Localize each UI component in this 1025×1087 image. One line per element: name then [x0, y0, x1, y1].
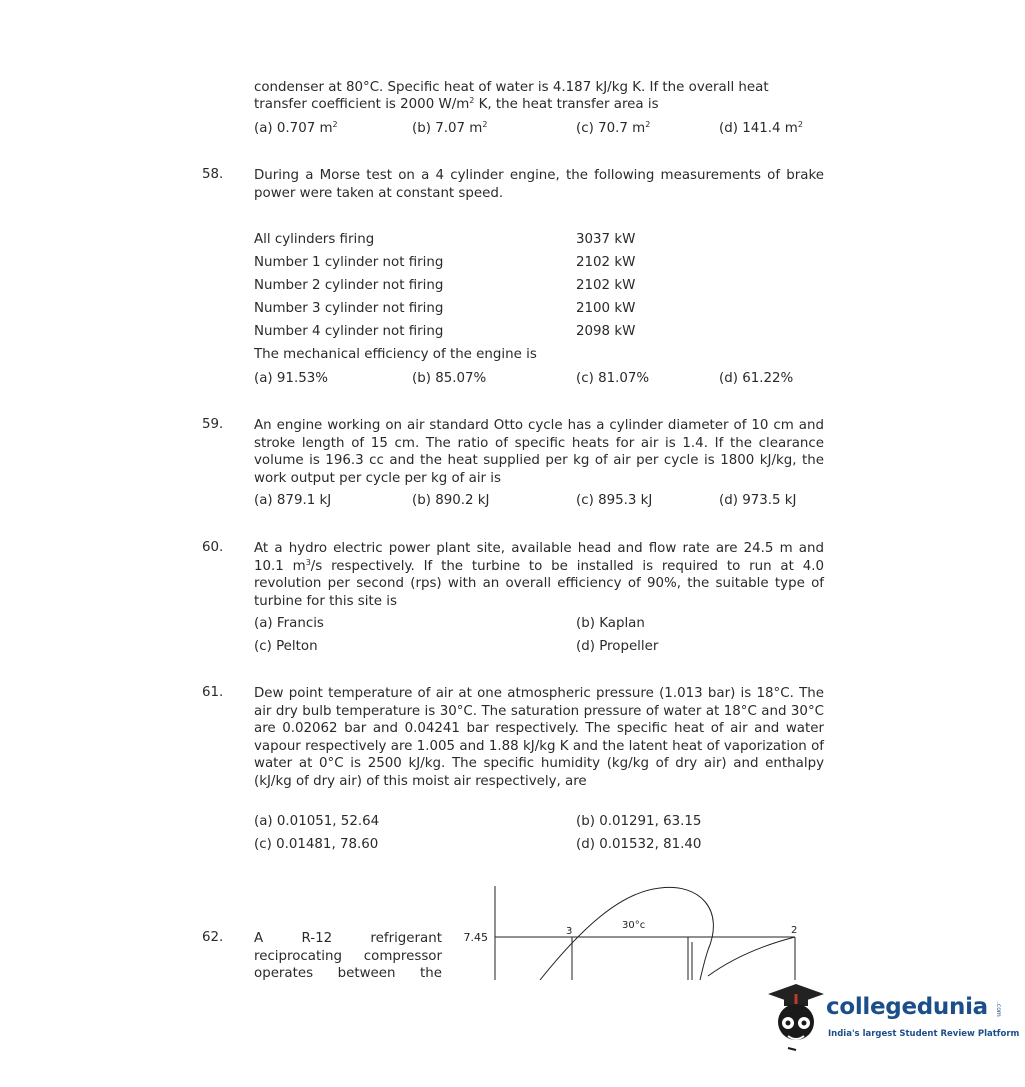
table-row-label: Number 3 cylinder not firing — [254, 301, 444, 316]
q62-text: A R-12 refrigerant reciprocating compressor operates between the — [254, 931, 442, 982]
q57-option-c: (c) 70.7 $m^2$ — [576, 120, 651, 136]
brand-name: collegedunia — [826, 994, 988, 1020]
question-number-59: 59. — [202, 417, 224, 432]
table-row-label: All cylinders firing — [254, 232, 375, 247]
q59-option-b: (b) 890.2 kJ — [412, 493, 490, 508]
compression-curve — [708, 937, 795, 976]
brand-tagline: India's largest Student Review Platform — [828, 1029, 1020, 1039]
q58-option-a: (a) 91.53% — [254, 371, 328, 386]
q61-option-c: (c) 0.01481, 78.60 — [254, 837, 379, 852]
table-row-label: Number 1 cylinder not firing — [254, 255, 444, 270]
q61-text: Dew point temperature of air at one atmospheric pressure (1.013 bar) is 18°C. The air dry bulb temperature is 30°C. The saturation pressure of water at 18°C and 30°C are 0.02062 bar and 0.04241 bar respectively. The specific heat of air and water vapour respectively are 1.005 and 1.88 kJ/kg K and the latent heat of vaporization of water at 0°C is 2500 kJ/kg. The specific humidity (kg/kg of dry air) and enthalpy (kJ/kg of dry air) of this moist air respectively, are — [254, 686, 824, 789]
q60-option-d: (d) Propeller — [576, 639, 659, 654]
q57-option-d: (d) 141.4 $m^2$ — [719, 120, 803, 136]
q59-option-c: (c) 895.3 kJ — [576, 493, 653, 508]
point-3-label: 3 — [566, 926, 573, 937]
temperature-label: 30°c — [622, 920, 646, 931]
table-row-value: 2098 kW — [576, 324, 636, 339]
q59-text: An engine working on air standard Otto cycle has a cylinder diameter of 10 cm and stroke length of 15 cm. The ratio of specific heats for air is 1.4. If the clearance volume is 196.3 cc and the heat supplied per kg of air per cycle is 1800 kJ/kg, the work output per cycle per kg of air is — [254, 418, 824, 486]
brand-logo — [766, 980, 1020, 1052]
q60-text: At a hydro electric power plant site, available head and flow rate are 24.5 m and 10.1 $m^3/s$ respectively. If the turbine to be installed is required to run at 4.0 revolution per second (rps) with an overall efficiency of 90%, the suitable type of turbine for this site is — [254, 541, 824, 609]
q57-text-line1: condenser at 80°C. Specific heat of water is 4.187 kJ/kg K. If the overall heat — [254, 80, 769, 95]
q61-option-d: (d) 0.01532, 81.40 — [576, 837, 702, 852]
graduate-mascot-icon — [766, 980, 826, 1052]
q60-option-c: (c) Pelton — [254, 639, 318, 654]
table-row-value: 2102 kW — [576, 278, 636, 293]
table-row-label: Number 4 cylinder not firing — [254, 324, 444, 339]
q61-option-a: (a) 0.01051, 52.64 — [254, 814, 380, 829]
pressure-label: 7.45 — [463, 931, 488, 944]
q57-option-a: (a) 0.707 $m^2$ — [254, 120, 338, 136]
q60-option-a: (a) Francis — [254, 616, 324, 631]
q58-option-c: (c) 81.07% — [576, 371, 650, 386]
table-row-value: 2100 kW — [576, 301, 636, 316]
q58-option-b: (b) 85.07% — [412, 371, 487, 386]
q59-option-d: (d) 973.5 kJ — [719, 493, 797, 508]
q57-text-line2: transfer coefficient is 2000 $W/m^2$ K, the heat transfer area is — [254, 96, 659, 112]
q60-option-b: (b) Kaplan — [576, 616, 645, 631]
point-2-label: 2 — [791, 925, 798, 936]
ph-diagram — [440, 880, 810, 980]
q59-option-a: (a) 879.1 kJ — [254, 493, 332, 508]
q61-option-b: (b) 0.01291, 63.15 — [576, 814, 702, 829]
q58-question: The mechanical efficiency of the engine is — [254, 347, 537, 362]
table-row-value: 2102 kW — [576, 255, 636, 270]
question-number-62: 62. — [202, 930, 224, 945]
q58-option-d: (d) 61.22% — [719, 371, 794, 386]
question-number-60: 60. — [202, 540, 224, 555]
q57-option-b: (b) 7.07 $m^2$ — [412, 120, 488, 136]
brand-suffix: .com — [995, 1002, 1002, 1017]
table-row-value: 3037 kW — [576, 232, 636, 247]
q58-text: During a Morse test on a 4 cylinder engine, the following measurements of brake power were taken at constant speed. — [254, 168, 824, 201]
table-row-label: Number 2 cylinder not firing — [254, 278, 444, 293]
question-number-61: 61. — [202, 685, 224, 700]
question-number-58: 58. — [202, 167, 224, 182]
